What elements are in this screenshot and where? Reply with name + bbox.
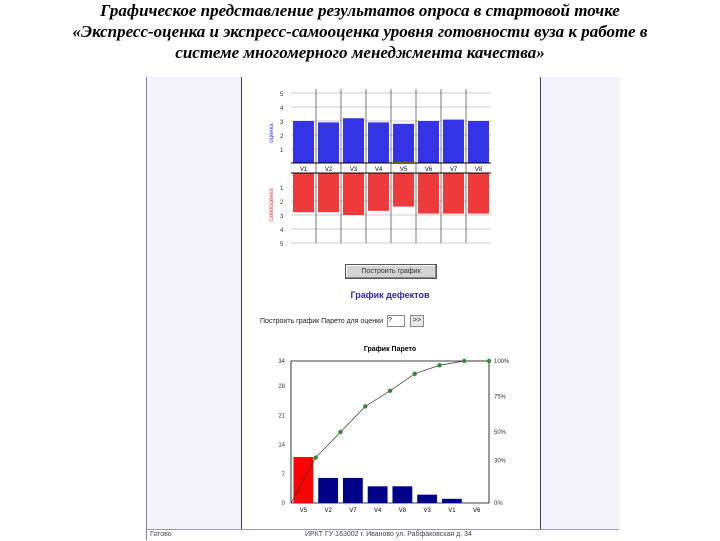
- pareto-bar: [368, 486, 388, 503]
- pareto-category-label: V2: [324, 508, 332, 514]
- category-label: V2: [324, 167, 333, 173]
- pareto-right-tick: 75%: [494, 394, 507, 401]
- pareto-bar: [343, 478, 363, 503]
- lower-bar: [418, 173, 439, 214]
- upper-bar: [293, 121, 314, 163]
- pareto-bar: [442, 499, 462, 503]
- title-line-1: Графическое представление результатов опроса в стартовой точке: [100, 1, 620, 20]
- pareto-right-tick: 100%: [494, 359, 510, 365]
- pareto-category-label: V6: [472, 508, 481, 514]
- pareto-left-tick: 7: [281, 471, 285, 478]
- upper-bar: [443, 120, 464, 163]
- pareto-right-tick: 30%: [494, 458, 507, 465]
- lower-bar: [293, 173, 314, 212]
- category-label: V7: [449, 167, 458, 173]
- upper-tick-label: 3: [280, 120, 284, 126]
- upper-bar: [418, 121, 439, 163]
- lower-tick-label: 4: [280, 228, 284, 234]
- category-label: V8: [474, 167, 483, 173]
- pareto-bar: [392, 486, 412, 503]
- defects-chart-title: График дефектов: [350, 290, 430, 300]
- pareto-point: [413, 372, 417, 376]
- lower-bar: [343, 173, 364, 215]
- category-label: V1: [299, 167, 308, 173]
- lower-axis-label: самооценка: [269, 188, 275, 222]
- pareto-title: График Парето: [363, 346, 417, 353]
- upper-tick-label: 1: [280, 148, 284, 154]
- slide-title: [0, 0, 720, 63]
- pareto-right-tick: 0%: [494, 501, 503, 507]
- pareto-left-tick: 34: [278, 359, 285, 365]
- upper-bar: [343, 118, 364, 163]
- lower-bar: [368, 173, 389, 211]
- pareto-point: [363, 404, 367, 408]
- category-label: V5: [399, 167, 408, 173]
- upper-bar: [318, 122, 339, 163]
- pareto-category-label: V5: [299, 508, 308, 514]
- pareto-point: [338, 430, 342, 434]
- upper-bar: [468, 121, 489, 163]
- pareto-bar: [417, 495, 437, 503]
- pareto-category-label: V8: [398, 508, 407, 514]
- lower-bar: [443, 173, 464, 214]
- pareto-go-button[interactable]: >>: [410, 315, 424, 327]
- lower-bar: [393, 173, 414, 207]
- pareto-point: [462, 359, 466, 363]
- pareto-point: [437, 363, 441, 367]
- pareto-left-tick: 14: [278, 442, 285, 449]
- lower-tick-label: 3: [280, 214, 284, 220]
- pareto-category-label: V7: [349, 508, 357, 514]
- upper-bar: [368, 122, 389, 163]
- lower-tick-label: 1: [280, 186, 284, 192]
- title-line-2: «Экспресс-оценка и экспресс-самооценка уровня готовности вуза к работе в: [72, 22, 648, 41]
- pareto-point: [314, 455, 318, 459]
- pareto-right-tick: 50%: [494, 430, 507, 436]
- lower-tick-label: 2: [280, 200, 284, 206]
- upper-axis-label: оценка: [269, 123, 275, 143]
- status-center: ИРКТ ГУ 163002 г. Иваново ул. Рабфаковская д. 34: [305, 531, 472, 538]
- lower-bar: [468, 173, 489, 214]
- pareto-point: [487, 359, 491, 363]
- pareto-select[interactable]: ?: [387, 315, 405, 327]
- status-bar: [147, 529, 619, 541]
- upper-tick-label: 4: [280, 106, 284, 112]
- lower-bar: [318, 173, 339, 212]
- pareto-bar: [318, 478, 338, 503]
- lower-tick-label: 5: [280, 242, 284, 248]
- pareto-category-label: V1: [448, 508, 456, 514]
- upper-bar: [393, 124, 414, 163]
- pareto-chart: [261, 343, 521, 529]
- category-label: V6: [424, 167, 433, 173]
- assessment-chart: [261, 83, 491, 248]
- upper-tick-label: 2: [280, 134, 284, 140]
- pareto-prompt: Построить график Парето для оценки: [260, 317, 384, 325]
- pareto-point: [388, 389, 392, 393]
- pareto-category-label: V3: [423, 508, 431, 514]
- build-chart-button[interactable]: Построить график: [345, 264, 437, 279]
- title-line-3: системе многомерного менеджмента качества»: [175, 43, 545, 62]
- pareto-category-label: V4: [373, 508, 382, 514]
- category-label: V3: [349, 167, 358, 173]
- upper-tick-label: 5: [280, 92, 284, 98]
- pareto-form: [260, 315, 424, 327]
- category-label: V4: [374, 167, 383, 173]
- pareto-left-tick: 0: [281, 501, 285, 507]
- status-left: Готово: [150, 531, 172, 538]
- pareto-left-tick: 28: [278, 384, 285, 391]
- browser-screenshot: [146, 77, 619, 540]
- pareto-left-tick: 21: [278, 413, 285, 420]
- right-panel: [540, 77, 620, 529]
- left-panel: [147, 77, 242, 529]
